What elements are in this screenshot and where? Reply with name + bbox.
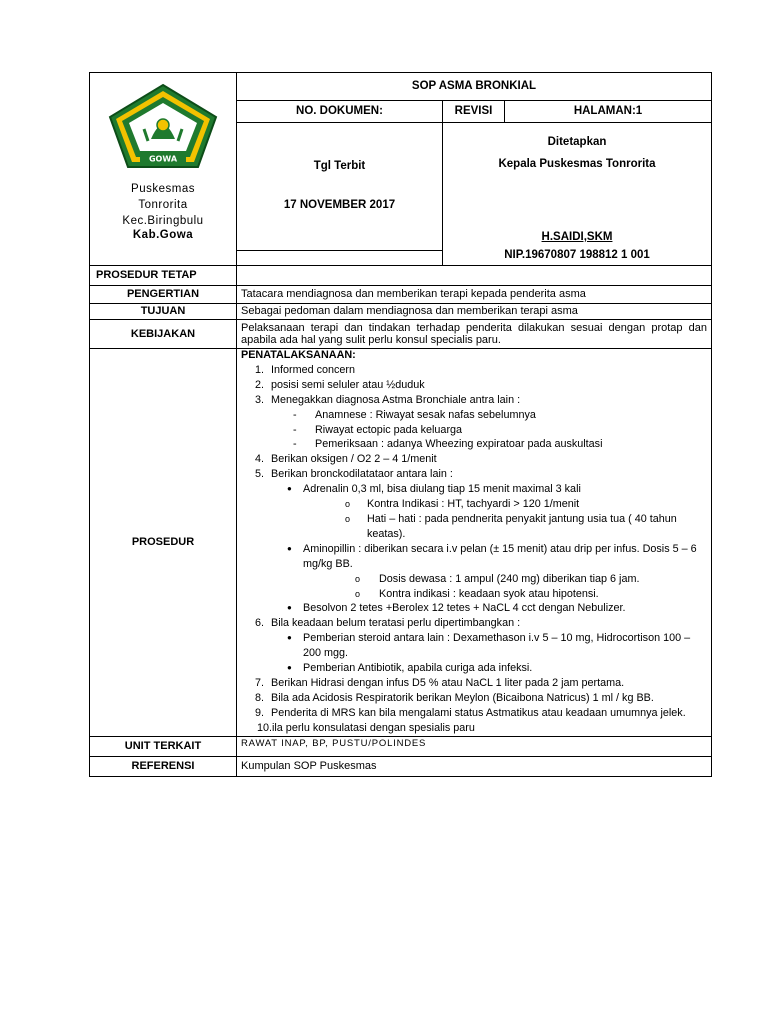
org-line-1: Puskesmas bbox=[131, 183, 195, 195]
list-item: 10.ila perlu konsulatasi dengan spesialis paru bbox=[257, 721, 475, 734]
referensi-value: Kumpulan SOP Puskesmas bbox=[237, 756, 712, 776]
sop-table bbox=[89, 72, 712, 777]
pengertian-label: PENGERTIAN bbox=[90, 286, 237, 304]
halaman-label: HALAMAN:1 bbox=[505, 101, 712, 123]
revisi-label: REVISI bbox=[443, 101, 505, 123]
list-item: o Kontra Indikasi : HT, tachyardi > 120 1/menit bbox=[357, 497, 707, 512]
logo-text: GOWA bbox=[148, 154, 178, 164]
step-text: Berikan bronckodilatataor antara lain : bbox=[271, 468, 453, 481]
step-text: Bila keadaan belum teratasi perlu dipertimbangkan : bbox=[271, 617, 521, 630]
list-item: 7. Berikan Hidrasi dengan infus D5 % atau NaCL 1 liter pada 2 jam pertama. bbox=[267, 676, 707, 691]
penatalaksanaan-heading: PENATALAKSANAAN: bbox=[241, 349, 356, 361]
sub-sub-list bbox=[303, 572, 707, 602]
prosedur-tetap-spacer bbox=[237, 266, 712, 286]
list-item bbox=[293, 542, 707, 602]
kebijakan-label: KEBIJAKAN bbox=[90, 320, 237, 349]
sop-document bbox=[89, 72, 711, 777]
sub-sub-list bbox=[303, 497, 707, 542]
prosedur-content bbox=[237, 349, 712, 737]
signatory-name: H.SAIDI,SKM bbox=[541, 231, 613, 243]
list-item bbox=[267, 616, 707, 676]
tgl-terbit-label: Tgl Terbit bbox=[313, 160, 366, 172]
sub-list bbox=[271, 408, 707, 453]
ditetapkan-label: Ditetapkan bbox=[547, 136, 607, 148]
list-item: 2. posisi semi seluler atau ½duduk bbox=[267, 378, 707, 393]
org-line-4: Kab.Gowa bbox=[132, 229, 194, 241]
list-item: - Anamnese : Riwayat sesak nafas sebelumnya bbox=[315, 408, 707, 423]
kepala-label: Kepala Puskesmas Tonrorita bbox=[498, 158, 656, 170]
gowa-logo-icon bbox=[104, 81, 222, 171]
unit-terkait-value: RAWAT INAP, BP, PUSTU/POLINDES bbox=[237, 736, 712, 756]
step-text: Menegakkan diagnosa Astma Bronchiale antra lain : bbox=[271, 393, 521, 406]
org-line-3: Kec.Biringbulu bbox=[122, 215, 204, 227]
prosedur-label: PROSEDUR bbox=[90, 349, 237, 737]
prosedur-steps bbox=[241, 363, 707, 721]
list-item: o Kontra indikasi : keadaan syok atau hipotensi. bbox=[369, 587, 707, 602]
list-item: 4. Berikan oksigen / O2 2 – 4 1/menit bbox=[267, 452, 707, 467]
list-item bbox=[293, 482, 707, 542]
sub-list bbox=[271, 631, 707, 676]
sub-list bbox=[271, 482, 707, 616]
list-item bbox=[267, 393, 707, 453]
tujuan-label: TUJUAN bbox=[90, 304, 237, 320]
step-text: Adrenalin 0,3 ml, bisa diulang tiap 15 menit maximal 3 kali bbox=[303, 483, 581, 496]
list-item: ● Pemberian Antibiotik, apabila curiga ada infeksi. bbox=[293, 661, 707, 676]
prosedur-tetap-label: PROSEDUR TETAP bbox=[90, 266, 237, 286]
list-item: o Hati – hati : pada pendnerita penyakit jantung usia tua ( 40 tahun keatas). bbox=[357, 512, 707, 542]
no-dokumen-label: NO. DOKUMEN: bbox=[237, 101, 443, 123]
signature-cell bbox=[443, 123, 712, 266]
tgl-terbit-value: 17 NOVEMBER 2017 bbox=[283, 199, 396, 211]
list-item: o Dosis dewasa : 1 ampul (240 mg) diberikan tiap 6 jam. bbox=[369, 572, 707, 587]
referensi-label: REFERENSI bbox=[90, 756, 237, 776]
step-text: Aminopillin : diberikan secara i.v pelan (± 15 menit) atau drip per infus. Dosis 5 – 6 mg/kg BB. bbox=[303, 542, 697, 570]
blank-cell bbox=[237, 251, 443, 266]
list-item: 1. Informed concern bbox=[267, 363, 707, 378]
list-item bbox=[267, 467, 707, 616]
list-item: - Pemeriksaan : adanya Wheezing expiratoar pada auskultasi bbox=[315, 437, 707, 452]
list-item: 8. Bila ada Acidosis Respiratorik berikan Meylon (Bicaibona Natricus) 1 ml / kg BB. bbox=[267, 691, 707, 706]
signatory-nip: NIP.19670807 198812 1 001 bbox=[504, 249, 650, 261]
unit-terkait-label: UNIT TERKAIT bbox=[90, 736, 237, 756]
logo-cell bbox=[90, 73, 237, 266]
org-line-2: Tonrorita bbox=[138, 199, 188, 211]
tujuan-value: Sebagai pedoman dalam mendiagnosa dan memberikan terapi asma bbox=[237, 304, 712, 320]
list-item: - Riwayat ectopic pada keluarga bbox=[315, 423, 707, 438]
list-item: ● Pemberian steroid antara lain : Dexamethason i.v 5 – 10 mg, Hidrocortison 100 – 200 mgg. bbox=[293, 631, 707, 661]
list-item: 9. Penderita di MRS kan bila mengalami status Astmatikus atau keadaan umumnya jelek. bbox=[267, 706, 707, 721]
tgl-terbit-cell bbox=[237, 123, 443, 251]
doc-title: SOP ASMA BRONKIAL bbox=[237, 73, 712, 101]
list-item: ● Besolvon 2 tetes +Berolex 12 tetes + NaCL 4 cct dengan Nebulizer. bbox=[293, 601, 707, 616]
pengertian-value: Tatacara mendiagnosa dan memberikan terapi kepada penderita asma bbox=[237, 286, 712, 304]
kebijakan-value: Pelaksanaan terapi dan tindakan terhadap penderita dilakukan sesuai dengan protap dan apabila ada hal yang sulit perlu konsul specialis paru. bbox=[237, 320, 712, 349]
